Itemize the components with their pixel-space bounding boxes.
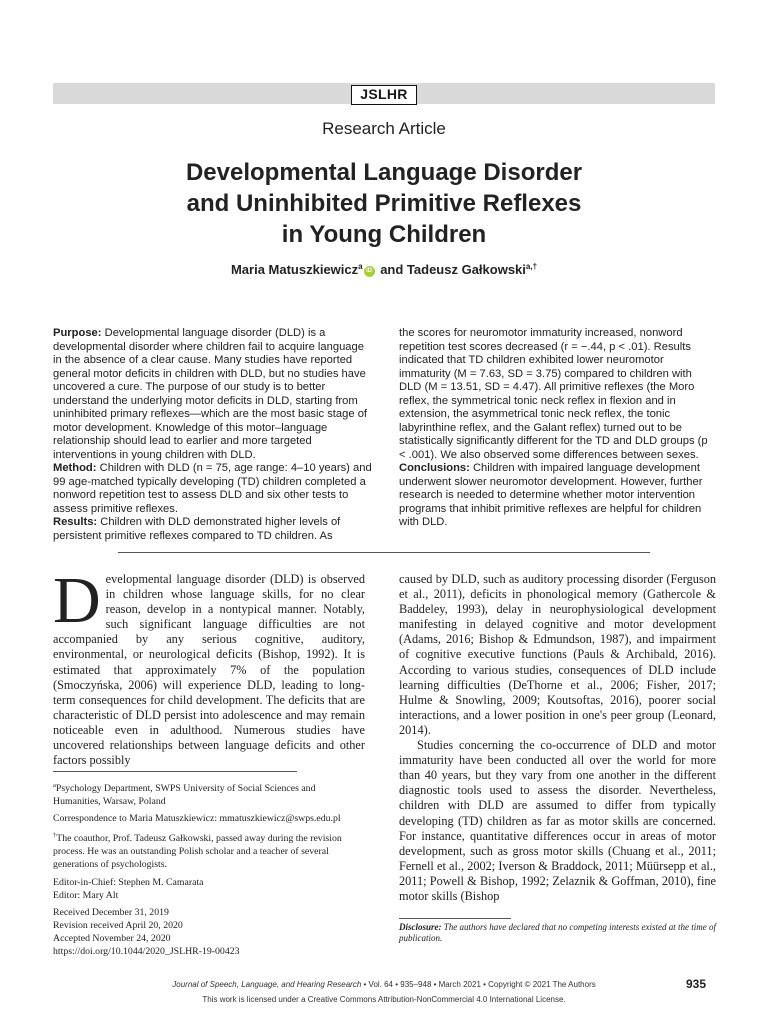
received-date: Received December 31, 2019 bbox=[53, 906, 169, 918]
affiliation-marker: a,† bbox=[525, 262, 538, 271]
editor: Editor: Mary Alt bbox=[53, 889, 119, 901]
abstract-method bbox=[53, 462, 373, 516]
abstract-right-column bbox=[399, 327, 717, 530]
license-notice: This work is licensed under a Creative Commons Attribution-NonCommercial 4.0 International License. bbox=[202, 995, 566, 1004]
title-line: in Young Children bbox=[281, 221, 487, 248]
abstract-text: Children with DLD (n = 75, age range: 4–10 years) and 99 age-matched typically developing (TD) children completed a nonword repetition test to assess DLD and six other tests to assess primitive reflexes. bbox=[53, 462, 372, 515]
footer-journal-name: Journal of Speech, Language, and Hearing Research bbox=[172, 980, 362, 989]
doi-link[interactable]: https://doi.org/10.1044/2020_JSLHR-19-00423 bbox=[53, 946, 240, 958]
editor-in-chief: Editor-in-Chief: Stephen M. Camarata bbox=[53, 876, 204, 888]
author-joiner: and bbox=[376, 262, 407, 277]
abstract-text: Developmental language disorder (DLD) is a developmental disorder where children fail to acquire language in the absence of a clear cause. Many studies have reported general motor deficits in children with DLD, but no studies have uncovered a cure. The purpose of our study is to better understand the underlying motor deficits in DLD, starting from uninhibited primary reflexes—which are the most basic stage of motor development. Knowledge of this motor–language relationship should lead to earlier and more targeted interventions in young children with DLD. bbox=[53, 327, 368, 461]
body-left-column bbox=[53, 564, 365, 768]
body-paragraph: caused by DLD, such as auditory processing disorder (Ferguson et al., 2011), deficits in phonological memory (Gathercole & Baddeley, 1993), delay in neurophysiological development manifesting in delayed cognitive and motor development (Adams, 2016; Bishop & Edmundson, 1987), and impairment of cognitive executive functions (Pauls & Archibald, 2016). According to various studies, consequences of DLD include learning difficulties (DeThorne et al., 2006; Fisher, 2017; Hulme & Snowling, 2009; Koutsoftas, 2016), poorer social interactions, and a lower position in one's peer group (Leonard, 2014). bbox=[399, 572, 716, 737]
disclosure-text: The authors have declared that no competing interests existed at the time of publication. bbox=[399, 922, 717, 943]
coauthor-note bbox=[53, 829, 365, 871]
drop-cap: D bbox=[53, 564, 101, 637]
affiliation-marker: a bbox=[358, 262, 363, 271]
article-type: Research Article bbox=[322, 119, 446, 138]
revision-date: Revision received April 20, 2020 bbox=[53, 919, 183, 931]
abstract-divider bbox=[118, 552, 650, 553]
footer-citation-details: • Vol. 64 • 935–948 • March 2021 • Copyright © 2021 The Authors bbox=[361, 980, 596, 989]
abstract-results-continued: the scores for neuromotor immaturity increased, nonword repetition test scores decreased (r = −.44, p < .01). Results indicated that TD children exhibited lower neuromotor immaturity (M = 7.63, SD = 3.75) compared to children with DLD (M = 13.51, SD = 4.47). All primitive reflexes (the Moro reflex, the symmetrical tonic neck reflex in flexion and in extension, the asymmetrical tonic neck reflex, the tonic labyrinthine reflex, and the Galant reflex) turned out to be statistically significantly different for the TD and DLD groups (p < .001). We also observed some differences between sexes. bbox=[399, 327, 708, 461]
abstract-left-column bbox=[53, 327, 373, 543]
abstract-text: Children with impaired language development underwent slower neuromotor development. However, further research is needed to determine whether motor intervention programs that inhibit primitive reflexes are helpful for children with DLD. bbox=[399, 462, 703, 528]
title-line: and Uninhibited Primitive Reflexes bbox=[186, 190, 582, 217]
abstract-label: Results: bbox=[53, 516, 98, 528]
accepted-date: Accepted November 24, 2020 bbox=[53, 932, 171, 944]
correspondence-note: Correspondence to Maria Matuszkiewicz: mmatuszkiewicz@swps.edu.pl bbox=[53, 813, 341, 825]
author-line bbox=[0, 262, 768, 277]
footer-citation bbox=[100, 980, 668, 989]
body-paragraph: evelopmental language disorder (DLD) is observed in children whose language skills, for no clear reason, develop in a nontypical manner. Notably, such significant language difficulties are not accompanied by any serious cognitive, auditory, environmental, or neurological deficits (Bishop, 1992). It is estimated that approximately 7% of the population (Smoczyńska, 2006) will experience DLD, leading to long-term consequences for child development. The deficits that are characteristic of DLD persist into adolescence and may remain noticeable even in adulthood. Numerous studies have uncovered relationships between language deficits and other factors possibly bbox=[53, 572, 365, 768]
footnotes bbox=[53, 779, 365, 958]
abstract-purpose bbox=[53, 327, 373, 462]
abstract-label: Conclusions: bbox=[399, 462, 470, 474]
disclosure-label: Disclosure: bbox=[399, 922, 442, 932]
abstract-results bbox=[53, 516, 373, 543]
article-title bbox=[100, 157, 668, 250]
body-paragraph: Studies concerning the co-occurrence of DLD and motor immaturity have been conducted all over the world for more than 40 years, but they vary from one another in the different diagnostic tools used to assess the disorder. Nevertheless, children with DLD are assumed to differ from typically developing (TD) children as far as motor skills are concerned. For instance, quantitative differences occur in areas of motor development, such as gross motor skills (Chuang et al., 2011; Fernell et al., 2002; Iverson & Braddock, 2011; Müürsepp et al., 2011; Powell & Bishop, 1992; Zelaznik & Goffman, 2010), fine motor skills (Bishop bbox=[399, 738, 716, 903]
abstract-conclusions bbox=[399, 462, 717, 530]
author-name: Tadeusz Gałkowski bbox=[406, 262, 526, 277]
disclosure-divider bbox=[399, 918, 511, 919]
footnote-divider bbox=[53, 771, 297, 772]
footnote-marker: † bbox=[53, 832, 57, 840]
abstract-text: Children with DLD demonstrated higher levels of persistent primitive reflexes compared to TD children. As bbox=[53, 516, 341, 542]
title-line: Developmental Language Disorder bbox=[185, 159, 583, 186]
abstract-label: Method: bbox=[53, 462, 97, 474]
footnote-text: Psychology Department, SWPS University of Social Sciences and Humanities, Warsaw, Poland bbox=[53, 783, 316, 808]
page-number: 935 bbox=[686, 977, 707, 991]
author-name: Maria Matuszkiewicz bbox=[230, 262, 359, 277]
orcid-icon[interactable]: iD bbox=[364, 266, 375, 277]
footnote-text: The coauthor, Prof. Tadeusz Gałkowski, passed away during the revision process. He was an outstanding Polish scholar and a teacher of several generations of psychologists. bbox=[53, 833, 342, 871]
body-right-column bbox=[399, 572, 716, 904]
abstract-label: Purpose: bbox=[53, 327, 102, 339]
affiliation-note bbox=[53, 779, 365, 808]
footnote-marker: a bbox=[53, 782, 56, 789]
disclosure bbox=[399, 922, 717, 944]
journal-abbreviation: JSLHR bbox=[351, 85, 417, 105]
